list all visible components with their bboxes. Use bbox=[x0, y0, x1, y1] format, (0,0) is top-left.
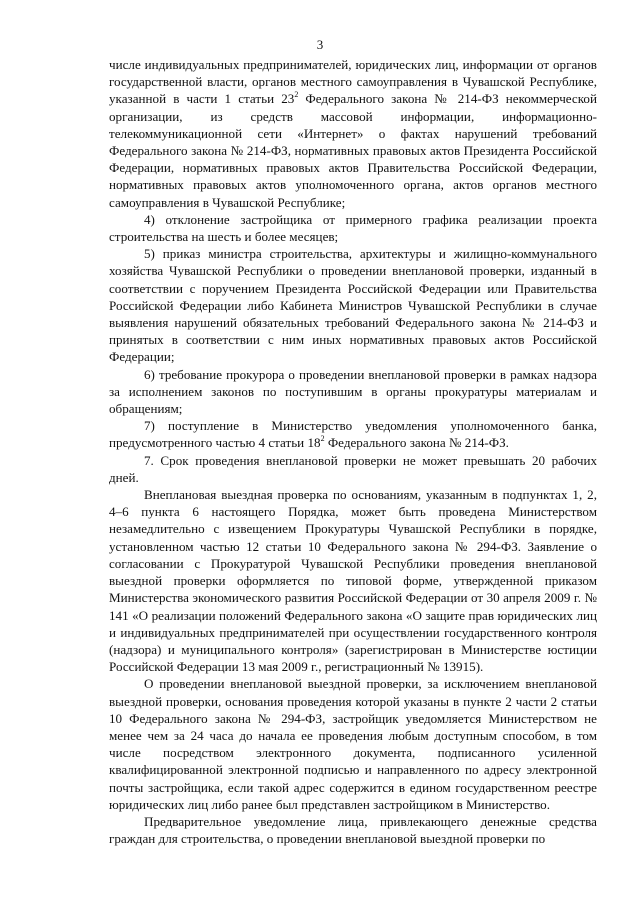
superscript: 2 bbox=[294, 90, 299, 100]
paragraph-field-inspection: Внеплановая выездная проверка по основаниям, указанным в подпунктах 1, 2, 4–6 пункта 6 настоящего Порядка, может быть проведена Министерством незамедлительно с извещением Прокуратуры Чувашской Республики в порядке, установленном частью 12 статьи 10 Федерального закона № 294-ФЗ. Заявление о согласовании с Прокуратурой Чувашской Республики проведения внеплановой выездной проверки оформляется по типовой форме, утвержденной приказом Министерства экономического развития Российской Федерации от 30 апреля 2009 г. № 141 «О реализации положений Федерального закона «О защите прав юридических лиц и индивидуальных предпринимателей при осуществлении государственного контроля (надзора) и муниципального контроля» (зарегистрирован в Министерстве юстиции Российской Федерации 13 мая 2009 г., регистрационный № 13915). bbox=[109, 487, 597, 675]
paragraph-notification: О проведении внеплановой выездной проверки, за исключением внеплановой выездной проверки, основания проведения которой указаны в пункте 2 части 2 статьи 10 Федерального закона № 294-ФЗ, застройщик уведомляется Министерством не менее чем за 24 часа до начала ее проведения любым доступным способом, в том числе посредством электронного документа, подписанного усиленной квалифицированной электронной подписью и направленного по адресу электронной почты застройщика, если такой адрес содержится в едином государственном реестре юридических лиц либо ранее был представлен застройщиком в Министерство. bbox=[109, 676, 597, 812]
paragraph-item-6: 6) требование прокурора о проведении внеплановой проверки в рамках надзора за исполнением законов по поступившим в органы прокуратуры материалам и обращениям; bbox=[109, 366, 597, 417]
superscript: 2 bbox=[320, 434, 325, 444]
paragraph-item-4: 4) отклонение застройщика от примерного графика реализации проекта строительства на шесть и более месяцев; bbox=[109, 211, 597, 245]
paragraph-item-7: 7) поступление в Министерство уведомления уполномоченного банка, предусмотренного частью 4 статьи $18^2$ Федерального закона № 214-ФЗ. bbox=[109, 418, 597, 451]
paragraph-preliminary-notice: Предварительное уведомление лица, привлекающего денежные средства граждан для строительства, о проведении внеплановой выездной проверки по bbox=[109, 813, 597, 847]
paragraph-continuation: числе индивидуальных предпринимателей, юридических лиц, информации от органов государственной власти, органов местного самоуправления в Чувашской Республике, указанной в части 1 статьи $23^2$ Федерального закона № 214-ФЗ некоммерческой организации, из средств массовой информации, информационно-телекоммуникационной сети «Интернет» о фактах нарушений требований Федерального закона № 214-ФЗ, нормативных правовых актов Президента Российской Федерации, нормативных правовых актов Правительства Российской Федерации, нормативных правовых актов уполномоченного органа, актов органов местного самоуправления в Чувашской Республике; bbox=[109, 57, 597, 210]
paragraph-section-7: 7. Срок проведения внеплановой проверки не может превышать 20 рабочих дней. bbox=[109, 452, 597, 485]
page-number: 3 bbox=[316, 37, 324, 52]
document-body bbox=[109, 56, 597, 847]
paragraph-item-5: 5) приказ министра строительства, архитектуры и жилищно-коммунального хозяйства Чувашской Республики о проведении внеплановой проверки, изданный в соответствии с поручением Президента Российской Федерации или Правительства Российской Федерации либо Кабинета Министров Чувашской Республики в случае выявления нарушений обязательных требований Федерального закона № 214-ФЗ и принятых в соответствии с ним иных нормативных правовых актов Российской Федерации; bbox=[109, 246, 597, 365]
